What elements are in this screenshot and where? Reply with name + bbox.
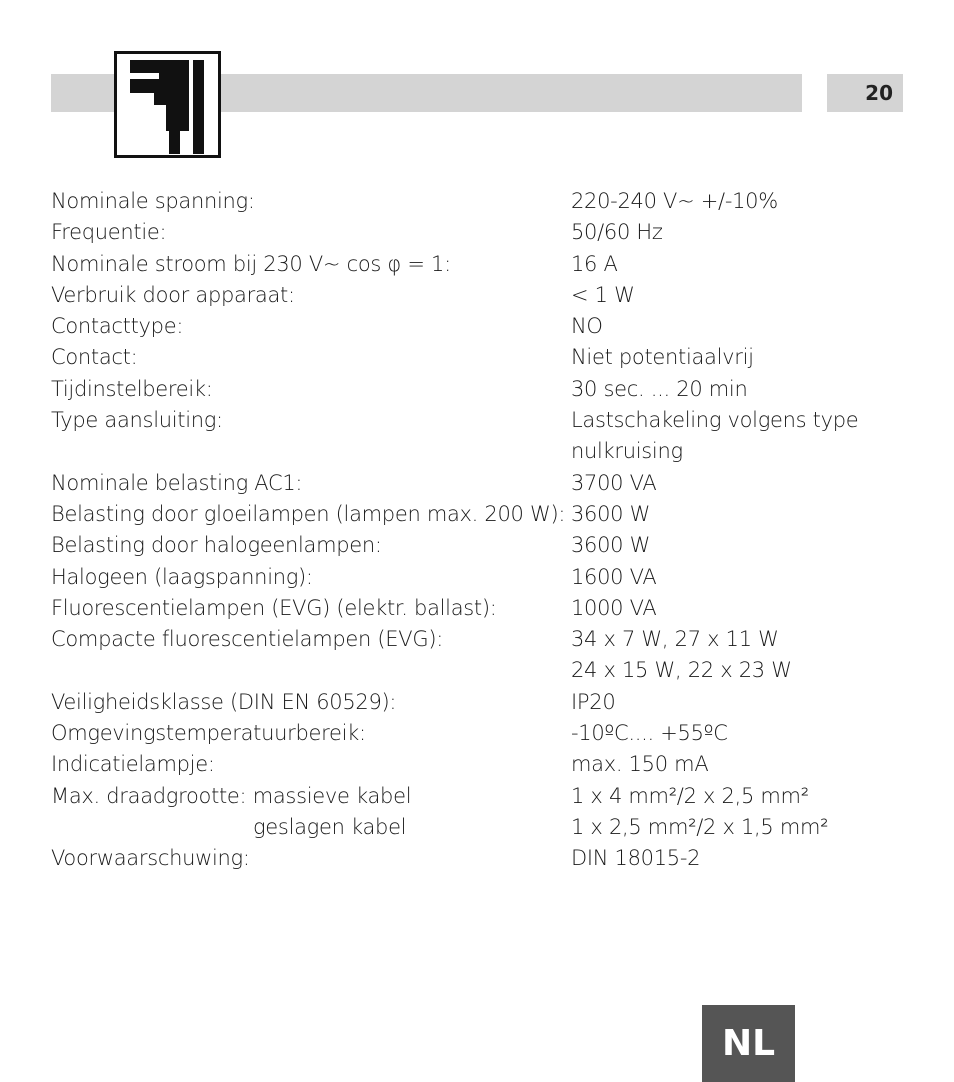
- spec-value-line: 16 A: [571, 251, 618, 276]
- spec-value-line: 220-240 V~ +/-10%: [571, 189, 778, 213]
- page-number-box: [827, 74, 903, 112]
- spec-row: [51, 843, 911, 874]
- spec-row: [51, 593, 911, 624]
- spec-value-line: -10ºC.... +55ºC: [571, 721, 728, 746]
- spec-value-line: max. 150 mA: [571, 752, 709, 777]
- spec-value-line: IP20: [571, 689, 616, 714]
- spec-value: [571, 186, 778, 217]
- spec-value: [571, 468, 656, 499]
- spec-label: Nominale spanning:: [51, 189, 255, 213]
- language-label: NL: [721, 1023, 776, 1064]
- spec-value: [571, 593, 656, 624]
- spec-label: Contacttype:: [51, 314, 184, 339]
- spec-row: [51, 687, 911, 718]
- spec-value-line: < 1 W: [571, 282, 635, 307]
- language-tab: [702, 1005, 795, 1082]
- spec-value: [571, 562, 656, 593]
- spec-label: Voorwaarschuwing:: [51, 846, 250, 871]
- spec-value-line: 34 x 7 W, 27 x 11 W: [571, 627, 779, 652]
- spec-value-line: 1000 VA: [571, 595, 657, 620]
- spec-label: Frequentie:: [51, 220, 167, 245]
- spec-row: [51, 217, 911, 248]
- spec-label: Tijdinstelbereik:: [51, 376, 213, 401]
- spec-label: Veiligheidsklasse (DIN EN 60529):: [51, 689, 397, 714]
- spec-value: [571, 249, 618, 280]
- spec-row: [51, 342, 911, 373]
- spec-row: [51, 562, 911, 593]
- spec-value: [571, 217, 663, 248]
- spec-value-line: 1600 VA: [571, 564, 657, 589]
- spec-label: Type aansluiting:: [51, 408, 223, 433]
- spec-row: [51, 311, 911, 342]
- spec-label: Verbruik door apparaat:: [51, 282, 295, 307]
- spec-value: [571, 687, 615, 718]
- spec-row: [51, 280, 911, 311]
- spec-row: [51, 499, 911, 530]
- spec-value-line: 1 x 2,5 mm²/2 x 1,5 mm²: [571, 814, 829, 839]
- spec-value: [571, 781, 809, 812]
- spec-value: [571, 311, 603, 342]
- spec-value-line: nulkruising: [571, 439, 683, 464]
- spec-label: Halogeen (laagspanning):: [51, 564, 313, 589]
- spec-value-line: 30 sec. ... 20 min: [571, 376, 748, 401]
- spec-value-line: 50/60 Hz: [571, 220, 663, 245]
- spec-row: [51, 249, 911, 280]
- spec-value-line: 3600 W: [571, 501, 651, 526]
- spec-label: Max. draadgrootte: massieve kabel: [51, 783, 412, 808]
- spec-value: [571, 342, 754, 373]
- spec-value-line: Lastschakeling volgens type: [571, 408, 859, 433]
- spec-value: [571, 812, 828, 843]
- spec-row: [51, 405, 911, 468]
- spec-row: [51, 812, 911, 843]
- spec-value-line: 3600 W: [571, 533, 651, 558]
- spec-label: Contact:: [51, 345, 138, 370]
- spec-label: Fluorescentielampen (EVG) (elektr. ballast):: [51, 595, 497, 620]
- spec-label: geslagen kabel: [253, 814, 407, 839]
- page-number: 20: [865, 81, 893, 105]
- spec-value: [571, 624, 792, 687]
- spec-value-line: NO: [571, 314, 603, 339]
- spec-value: [571, 280, 635, 311]
- spec-label: Omgevingstemperatuurbereik:: [51, 721, 366, 746]
- spec-value: [571, 718, 728, 749]
- spec-label: Indicatielampje:: [51, 752, 215, 777]
- spec-value-line: 24 x 15 W, 22 x 23 W: [571, 658, 792, 683]
- spec-label: Nominale stroom bij 230 V~ cos φ = 1:: [51, 251, 451, 276]
- spec-row: [51, 781, 911, 812]
- spec-value: [571, 405, 858, 468]
- specification-table: [51, 186, 911, 875]
- spec-row: [51, 468, 911, 499]
- spec-value: [571, 843, 700, 874]
- spec-row: [51, 374, 911, 405]
- spec-row: [51, 624, 911, 687]
- spec-value-line: 1 x 4 mm²/2 x 2,5 mm²: [571, 783, 809, 808]
- spec-row: [51, 749, 911, 780]
- spec-label: Belasting door gloeilampen (lampen max. 200 W):: [51, 501, 566, 526]
- spec-value: [571, 749, 708, 780]
- spec-value: [571, 530, 650, 561]
- spec-value: [571, 374, 747, 405]
- plug-socket-icon: [114, 51, 221, 158]
- spec-row: [51, 186, 911, 217]
- spec-value-line: Niet potentiaalvrij: [571, 345, 754, 370]
- spec-label: Belasting door halogeenlampen:: [51, 533, 382, 558]
- spec-row: [51, 718, 911, 749]
- spec-label: Compacte fluorescentielampen (EVG):: [51, 627, 443, 652]
- spec-value-line: 3700 VA: [571, 470, 657, 495]
- spec-value-line: DIN 18015-2: [571, 846, 701, 871]
- spec-label: Nominale belasting AC1:: [51, 470, 303, 495]
- spec-row: [51, 530, 911, 561]
- spec-value: [571, 499, 650, 530]
